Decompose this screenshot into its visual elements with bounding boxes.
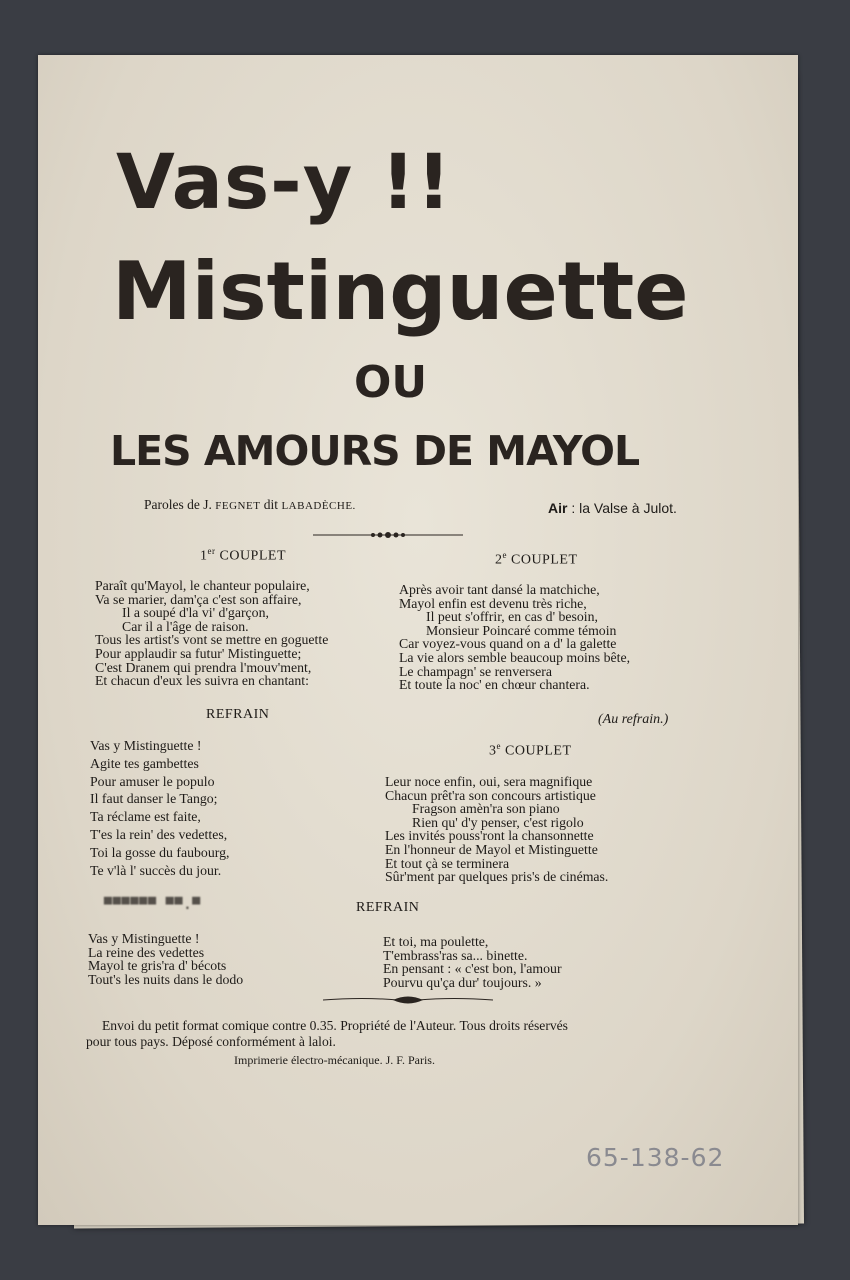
credit-prefix: Paroles de J. [144,497,212,512]
refrain-2-left-verse [88,932,243,986]
verse-line: Et toi, ma poulette, [383,934,489,949]
verse-line: Le champagn' se renversera [399,663,553,679]
verse-line: Mayol te gris'ra d' bécots [88,958,227,974]
verse-line: Agite tes gambettes [90,755,199,771]
footer-line-1: Envoi du petit format comique contre 0.35. Propriété de l'Auteur. Tous droits réservés [102,1018,568,1033]
verse-line: Ta réclame est faite, [90,809,201,825]
verse-line: Paraît qu'Mayol, le chanteur populaire, [95,578,310,593]
tune-credit [548,500,677,516]
credit-surname: FEGNET [215,500,261,512]
au-refrain-note: (Au refrain.) [598,712,669,727]
verse-line: Sûr'ment par quelques pris's de cinémas. [385,869,609,885]
catalog-number: 65-138-62 [586,1143,725,1172]
footer-line-2: pour tous pays. Déposé conformément à laloi. [86,1034,336,1049]
verse-line: La vie alors semble beaucoup moins bête, [399,649,631,665]
verse-line: Monsieur Poincaré comme témoin [426,622,617,638]
verse-line: Te v'là l' succès du jour. [90,862,222,878]
verse-line: Mayol enfin est devenu très riche, [399,595,587,611]
verse-line: Leur noce enfin, oui, sera magnifique [385,774,593,789]
verse-line: En pensant : « c'est bon, l'amour [383,961,562,977]
credit-dit: dit [263,497,279,512]
couplet-3-heading: 3e COUPLET [489,741,572,759]
verse-line: Pour amuser le populo [90,773,215,789]
verse-line: Car il a l'âge de raison. [122,618,249,634]
verse-line: La reine des vedettes [88,944,205,960]
verse-line: Il a soupé d'la vi' d'garçon, [122,605,269,621]
verse-line: Il faut danser le Tango; [90,791,218,807]
verse-line: Pour applaudir sa futur' Mistinguette; [95,645,302,661]
verse-line: T'es la rein' des vedettes, [90,826,228,842]
verse-line: Va se marier, dam'ça c'est son affaire, [95,591,302,607]
refrain-2-right-verse [383,935,562,989]
verse-line: Et chacun d'eux les suivra en chantant: [95,673,309,689]
verse-line: Après avoir tant dansé la matchiche, [399,582,600,597]
title-line-4: LES AMOURS DE MAYOL [110,427,640,475]
air-label: Air [548,500,568,516]
printer-credit: Imprimerie électro-mécanique. J. F. Paris. [234,1053,435,1067]
couplet-3-verse [385,775,608,884]
verse-line: Et toute la noc' en chœur chantera. [399,677,590,693]
verse-line: Pourvu qu'ça dur' toujours. » [383,974,542,990]
verse-line: Rien qu' d'y penser, c'est rigolo [412,814,584,830]
air-value: : la Valse à Julot. [571,500,677,516]
verse-line: C'est Dranem qui prendra l'mouv'ment, [95,659,312,675]
verse-line: Toi la gosse du faubourg, [90,844,230,860]
couplet-2-verse [399,583,630,692]
verse-line: Tout's les nuits dans le dodo [88,971,244,987]
verse-line: Les invités pouss'ront la chansonnette [385,828,594,844]
title-line-2: Mistinguette [112,245,689,338]
verse-line: Et tout çà se terminera [385,855,510,871]
verse-line: Chacun prêt'ra son concours artistique [385,787,596,803]
verse-line: Car voyez-vous quand on a d' la galette [399,636,617,652]
ornament-divider-top [313,529,463,541]
couplet-1-heading: 1er COUPLET [200,546,286,564]
refrain-1-verse [90,737,229,879]
title-line-3: OU [354,357,428,408]
ornament-divider-bottom [323,993,493,1007]
verse-line: T'embrass'ras sa... binette. [383,947,528,963]
couplet-2-heading: 2e COUPLET [495,550,578,568]
credit-alias: LABADÈCHE. [281,500,356,512]
verse-line: Il peut s'offrir, en cas d' besoin, [426,609,598,625]
refrain-2-heading: REFRAIN [356,900,420,915]
verse-line: Tous les artist's vont se mettre en goguette [95,632,329,648]
verse-line: En l'honneur de Mayol et Mistinguette [385,841,598,857]
couplet-1-verse [95,579,328,688]
refrain-1-heading: REFRAIN [206,707,270,722]
lyrics-credit [144,497,356,513]
verse-line: Vas y Mistinguette ! [88,931,200,946]
title-line-1: Vas-y !! [116,137,453,226]
verse-line: Vas y Mistinguette ! [90,738,202,753]
song-sheet [38,55,798,1225]
smudged-stamp: ▀▀▀▀▀▀ ▀▀.▀ [104,898,202,913]
verse-line: Fragson amèn'ra son piano [412,801,560,817]
